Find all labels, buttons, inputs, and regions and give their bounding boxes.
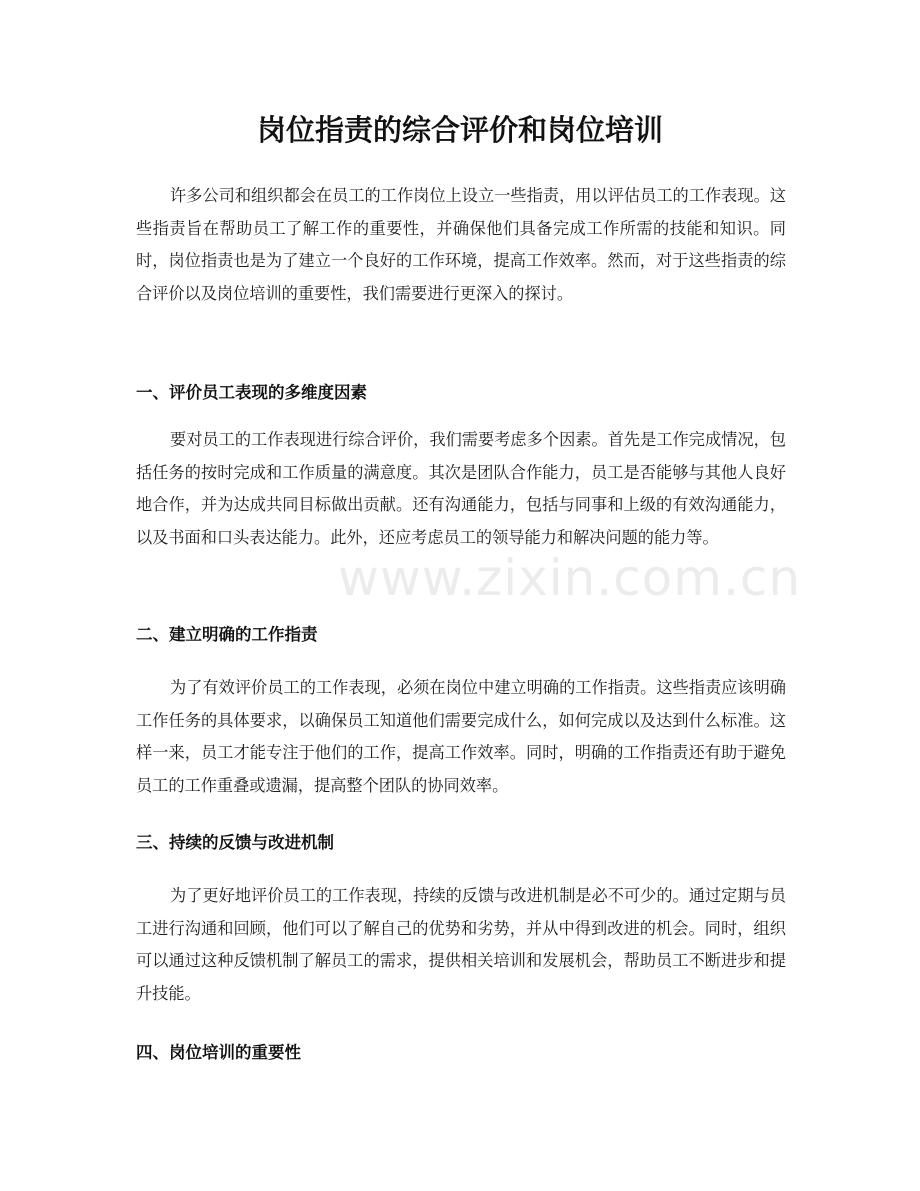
section-2-heading: 二、建立明确的工作指责	[136, 625, 318, 644]
section-4-heading: 四、岗位培训的重要性	[136, 1043, 301, 1062]
watermark: www.zixin.com.cn	[338, 549, 802, 607]
section-1-paragraph: 要对员工的工作表现进行综合评价，我们需要考虑多个因素。首先是工作完成情况，包括任务的按时完成和工作质量的满意度。其次是团队合作能力，员工是否能够与其他人良好地合作，并为达成共同目标做出贡献。还有沟通能力，包括与同事和上级的有效沟通能力，以及书面和口头表达能力。此外，还应考虑员工的领导能力和解决问题的能力等。	[136, 430, 786, 547]
intro-paragraph: 许多公司和组织都会在员工的工作岗位上设立一些指责，用以评估员工的工作表现。这些指责旨在帮助员工了解工作的重要性，并确保他们具备完成工作所需的技能和知识。同时，岗位指责也是为了建立一个良好的工作环境，提高工作效率。然而，对于这些指责的综合评价以及岗位培训的重要性，我们需要进行更深入的探讨。	[136, 186, 786, 303]
section-1-heading: 一、评价员工表现的多维度因素	[136, 383, 367, 402]
section-3-paragraph: 为了更好地评价员工的工作表现，持续的反馈与改进机制是必不可少的。通过定期与员工进行沟通和回顾，他们可以了解自己的优势和劣势，并从中得到改进的机会。同时，组织可以通过这种反馈机制了解员工的需求，提供相关培训和发展机会，帮助员工不断进步和提升技能。	[136, 886, 786, 1003]
document-title: 岗位指责的综合评价和岗位培训	[256, 113, 663, 147]
section-3-heading: 三、持续的反馈与改进机制	[136, 833, 334, 852]
section-2-paragraph: 为了有效评价员工的工作表现，必须在岗位中建立明确的工作指责。这些指责应该明确工作任务的具体要求，以确保员工知道他们需要完成什么，如何完成以及达到什么标准。这样一来，员工才能专注于他们的工作，提高工作效率。同时，明确的工作指责还有助于避免员工的工作重叠或遗漏，提高整个团队的协同效率。	[136, 678, 786, 795]
